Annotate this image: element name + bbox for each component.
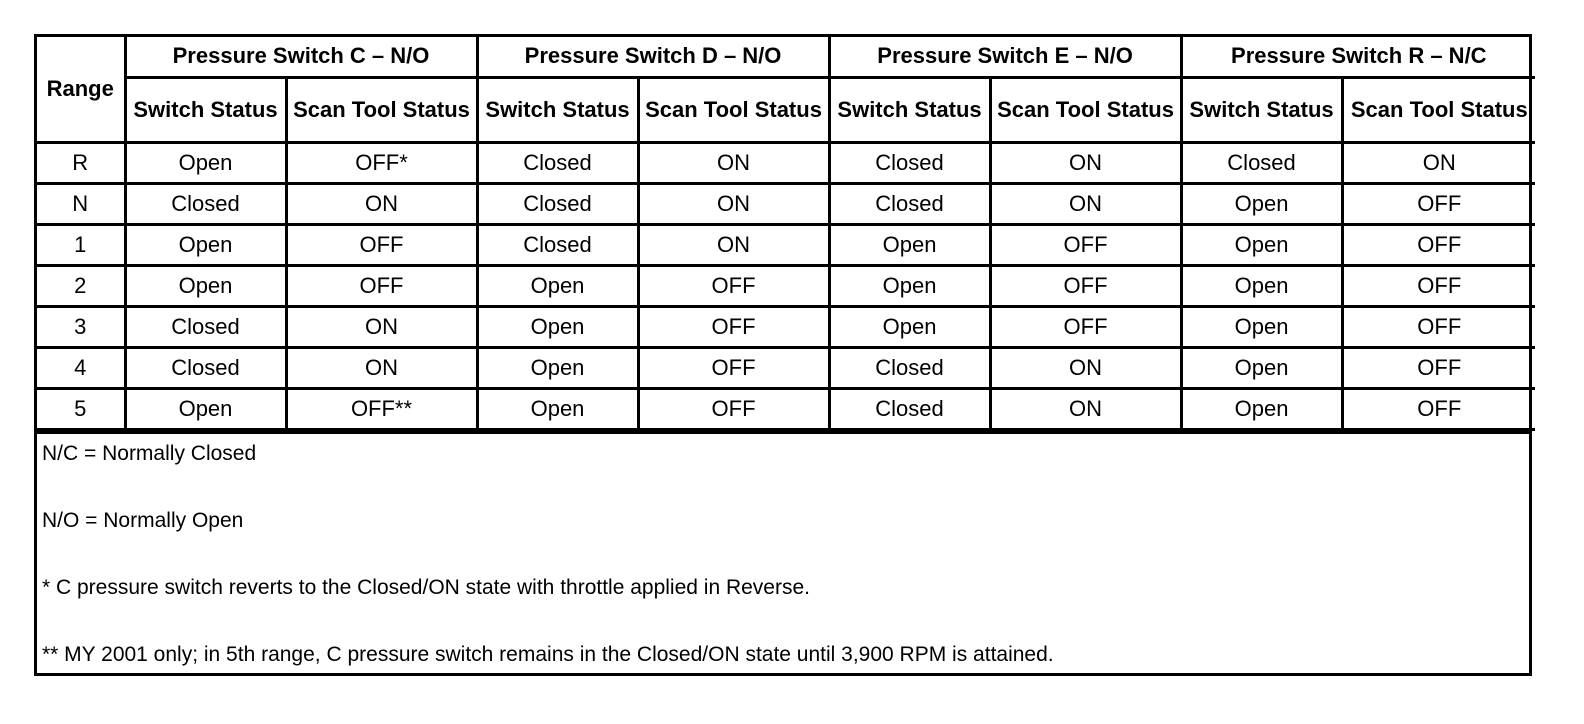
switch-status-cell: Closed bbox=[829, 348, 990, 389]
scan-tool-status-cell: OFF bbox=[990, 307, 1181, 348]
switch-status-cell: Open bbox=[1181, 389, 1342, 430]
scan-tool-status-cell: OFF bbox=[1342, 266, 1535, 307]
switch-status-header: Switch Status bbox=[125, 78, 286, 143]
table-row bbox=[37, 225, 1535, 266]
switch-status-cell: Open bbox=[1181, 348, 1342, 389]
range-cell: 5 bbox=[37, 389, 125, 430]
scan-tool-status-cell: OFF bbox=[1342, 184, 1535, 225]
pressure-switch-table bbox=[37, 37, 1535, 431]
switch-status-header: Switch Status bbox=[477, 78, 638, 143]
range-cell: 1 bbox=[37, 225, 125, 266]
scan-tool-status-cell: ON bbox=[990, 348, 1181, 389]
switch-status-cell: Closed bbox=[829, 389, 990, 430]
switch-status-cell: Closed bbox=[125, 348, 286, 389]
switch-status-header: Switch Status bbox=[829, 78, 990, 143]
scan-tool-status-cell: OFF** bbox=[286, 389, 477, 430]
scan-tool-status-cell: OFF bbox=[286, 225, 477, 266]
switch-status-cell: Open bbox=[125, 143, 286, 184]
switch-status-cell: Open bbox=[1181, 184, 1342, 225]
table-row bbox=[37, 389, 1535, 430]
switch-status-cell: Closed bbox=[477, 225, 638, 266]
note-normally-open: N/O = Normally Open bbox=[42, 509, 244, 532]
switch-status-cell: Closed bbox=[1181, 143, 1342, 184]
switch-status-cell: Open bbox=[477, 266, 638, 307]
switch-status-cell: Open bbox=[829, 307, 990, 348]
switch-status-cell: Closed bbox=[477, 143, 638, 184]
scan-tool-status-cell: OFF* bbox=[286, 143, 477, 184]
switch-status-cell: Open bbox=[125, 266, 286, 307]
scan-tool-status-cell: OFF bbox=[990, 266, 1181, 307]
scan-tool-status-cell: OFF bbox=[1342, 307, 1535, 348]
range-cell: 4 bbox=[37, 348, 125, 389]
group-header-r: Pressure Switch R – N/C bbox=[1181, 37, 1535, 78]
table-row bbox=[37, 348, 1535, 389]
range-cell: R bbox=[37, 143, 125, 184]
group-header-d: Pressure Switch D – N/O bbox=[477, 37, 829, 78]
scan-tool-status-cell: OFF bbox=[286, 266, 477, 307]
range-cell: N bbox=[37, 184, 125, 225]
note-normally-closed: N/C = Normally Closed bbox=[42, 442, 257, 465]
scan-tool-status-cell: ON bbox=[286, 184, 477, 225]
group-header-e: Pressure Switch E – N/O bbox=[829, 37, 1181, 78]
scan-tool-status-header: Scan Tool Status bbox=[286, 78, 477, 143]
table-row bbox=[37, 143, 1535, 184]
range-cell: 2 bbox=[37, 266, 125, 307]
scan-tool-status-cell: OFF bbox=[638, 348, 829, 389]
scan-tool-status-cell: OFF bbox=[638, 266, 829, 307]
notes-section bbox=[37, 431, 1529, 673]
switch-status-cell: Open bbox=[477, 348, 638, 389]
scan-tool-status-header: Scan Tool Status bbox=[1342, 78, 1535, 143]
switch-status-cell: Closed bbox=[125, 307, 286, 348]
range-header: Range bbox=[37, 37, 125, 143]
scan-tool-status-cell: ON bbox=[990, 143, 1181, 184]
switch-status-cell: Open bbox=[829, 266, 990, 307]
scan-tool-status-cell: ON bbox=[286, 348, 477, 389]
scan-tool-status-cell: ON bbox=[990, 389, 1181, 430]
switch-status-cell: Open bbox=[477, 307, 638, 348]
scan-tool-status-cell: OFF bbox=[1342, 389, 1535, 430]
switch-status-header: Switch Status bbox=[1181, 78, 1342, 143]
range-cell: 3 bbox=[37, 307, 125, 348]
table-row bbox=[37, 184, 1535, 225]
switch-status-cell: Open bbox=[829, 225, 990, 266]
table-body bbox=[37, 143, 1535, 430]
switch-status-cell: Open bbox=[1181, 225, 1342, 266]
pressure-switch-table-frame bbox=[34, 34, 1532, 676]
group-header-row bbox=[37, 37, 1535, 78]
scan-tool-status-cell: OFF bbox=[638, 307, 829, 348]
scan-tool-status-cell: ON bbox=[990, 184, 1181, 225]
note-reverse-throttle: * C pressure switch reverts to the Closed/ON state with throttle applied in Reverse. bbox=[42, 576, 810, 599]
scan-tool-status-cell: OFF bbox=[1342, 348, 1535, 389]
switch-status-cell: Open bbox=[1181, 307, 1342, 348]
switch-status-cell: Open bbox=[125, 225, 286, 266]
scan-tool-status-header: Scan Tool Status bbox=[990, 78, 1181, 143]
scan-tool-status-cell: ON bbox=[638, 184, 829, 225]
scan-tool-status-cell: ON bbox=[638, 143, 829, 184]
scan-tool-status-cell: OFF bbox=[990, 225, 1181, 266]
switch-status-cell: Closed bbox=[477, 184, 638, 225]
scan-tool-status-header: Scan Tool Status bbox=[638, 78, 829, 143]
switch-status-cell: Closed bbox=[829, 184, 990, 225]
note-my2001: ** MY 2001 only; in 5th range, C pressure switch remains in the Closed/ON state until 3,900 RPM is attained. bbox=[42, 643, 1054, 666]
scan-tool-status-cell: ON bbox=[286, 307, 477, 348]
switch-status-cell: Open bbox=[1181, 266, 1342, 307]
switch-status-cell: Open bbox=[477, 389, 638, 430]
table-row bbox=[37, 307, 1535, 348]
scan-tool-status-cell: ON bbox=[638, 225, 829, 266]
group-header-c: Pressure Switch C – N/O bbox=[125, 37, 477, 78]
sub-header-row bbox=[37, 78, 1535, 143]
scan-tool-status-cell: OFF bbox=[638, 389, 829, 430]
switch-status-cell: Open bbox=[125, 389, 286, 430]
table-row bbox=[37, 266, 1535, 307]
switch-status-cell: Closed bbox=[829, 143, 990, 184]
scan-tool-status-cell: OFF bbox=[1342, 225, 1535, 266]
scan-tool-status-cell: ON bbox=[1342, 143, 1535, 184]
switch-status-cell: Closed bbox=[125, 184, 286, 225]
